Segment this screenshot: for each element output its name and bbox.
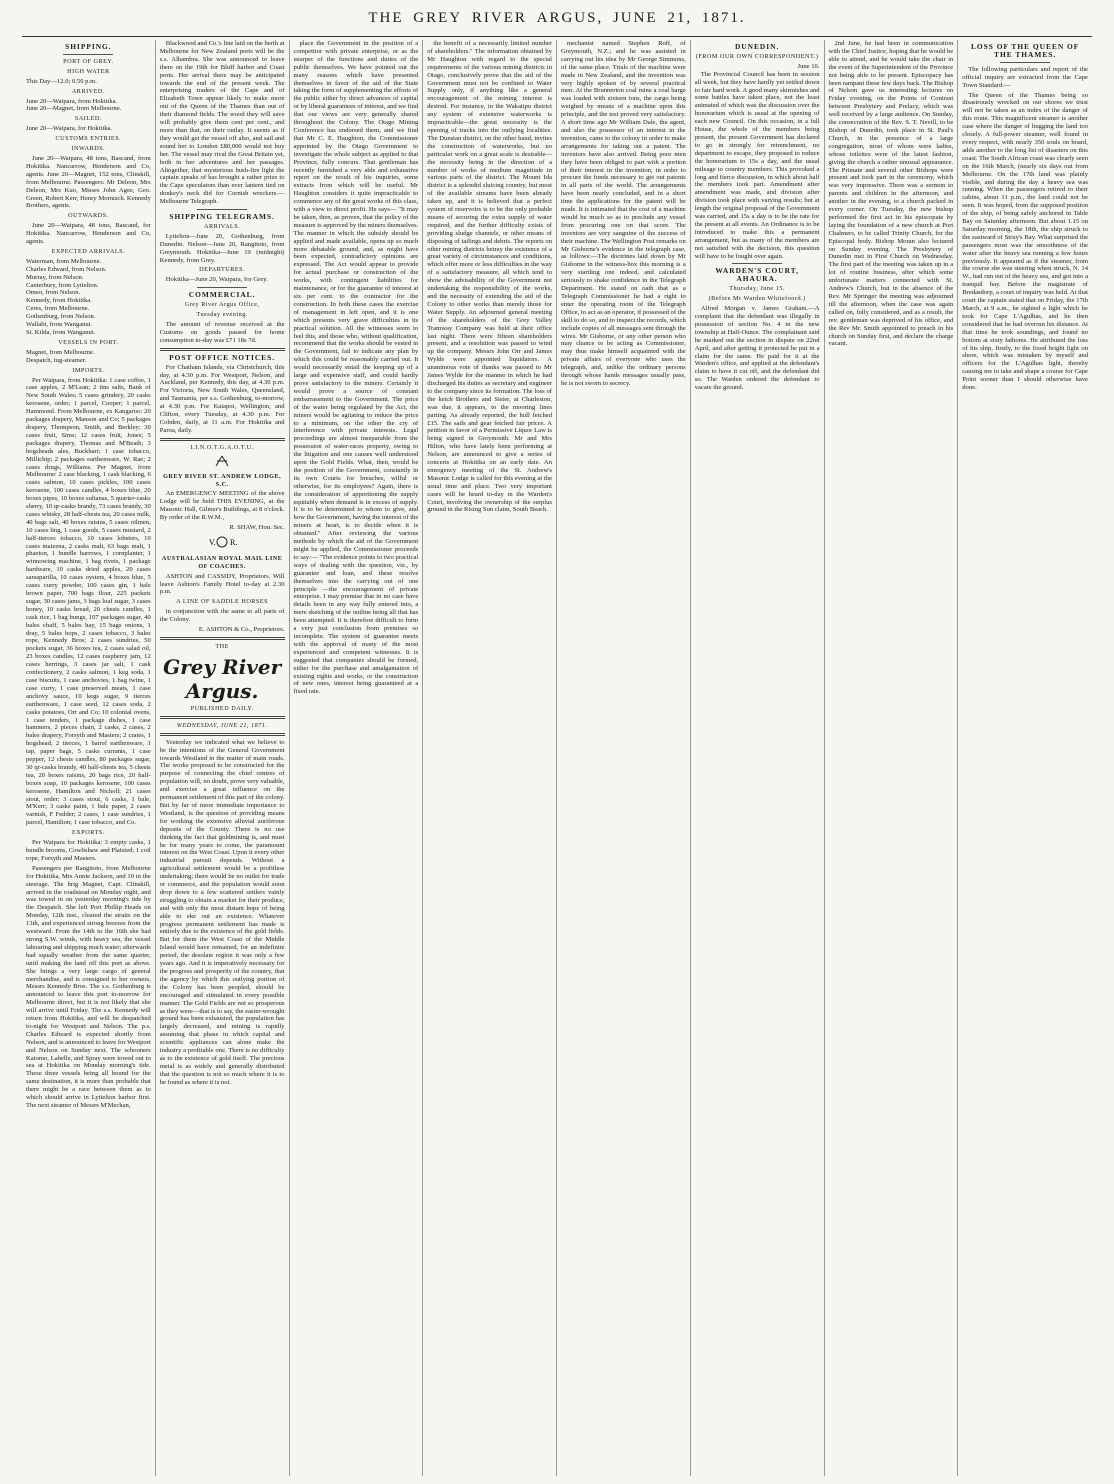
expected-item: Canterbury, from Lyttelton. [26, 281, 99, 289]
masthead-word: THE [368, 10, 404, 26]
dunedin-heading: DUNEDIN. [734, 42, 780, 51]
divider [197, 209, 247, 210]
loss-heading: LOSS OF THE QUEEN OF THE THAMES. [970, 42, 1080, 59]
masthead-word: 1871. [701, 10, 746, 26]
editorial-text: Yesterday we indicated what we believe to be the intentions of the General Government towards Westland in the matter of main roads. The works proposed to be constructed for the purpose of connecting the chief centres of population will, no doubt, prove very valuable, and exercise a great influence on the permanent settlement of this part of the colony. But by far of more immediate importance to Westland, is the question of providing means for working the extensive alluvial auriferous deposits of the County. There is no use thinking the fact that goldmining is, and must be for many years to come, the paramount interest on the West Coast. Upon it every other industrial pursuit depends. Without a agricultural settlement would be a profitless undertaking; there would be no outlet for trade or commerce, and the population would soon drop down to a few scattered settlers vainly struggling to obtain a market for their produce, and with only the most distant hope of being able to eke out an existence. Whatever progress permanent settlement has made is entirely due to the existence of the gold fields. But for them the West Coast of the Middle Island would have remained, for an indefinite period, the desolate region it was only a few years ago. And it is imperatively necessary for the progress and prosperity of the country, that the agency by which this outlying portion of the Colony has been peopled, should be encouraged and stimulated in every possible manner. The Gold Fields are not so prosperous as they were—that is to say, the easier-wrought ground has been exhausted, the population has largely decreased, and mining is rapidly assuming that phase in which capital and scientific appliances can alone make the industry a profitable one. There is no difficulty as to the existence of gold itself. The precious metal is as widely and generally distributed that the question is not so much where it is to be found as where it is not. [159, 738, 285, 1086]
paper-title: Grey River Argus. [163, 654, 282, 703]
dunedin-continued: 2nd June, he had been in communication with the Chief Justice, hoping that he would be able to attend, and he would take the chair in the event of the Superintendent of the Province not being able to be present. Episcopacy has been rampant these few days back. The Bishop of Nelson gave us interesting lectures on Friday evening, on the Points of Contrast between Presbytery and Prelacy, which was well received by a large audience. On Sunday, the consecration of the Rev. S. T. Nevill, to be Bishop of Dunedin, took place in St. Paul's Church, in the presence of a large congregation, most of whom were ladies, whose toilettes were of the latest fashion, giving the church a rather unusual appearance. The Primate and several other Bishops were present and took part in the ceremony, which was very impressive. There was a sermon to parents and children in the afternoon, and another in the evening, to a church packed in every corner. On Tuesday, the new bishop performed the first act in his episcopate by laying the foundation of a new church at Port Chalmers, to be called Trinity Church, for the Episcopal body. Bishop Moran also lectured on Sunday evening. The Presbytery of Dunedin met in First Church on Wednesday. The first part of the meeting was taken up in a lot of routine business, after which some unfortunate matters connected with St. Andrew's Church, but in the absence of the Rev. Mr Springer the meeting was adjourned till the afternoon, when the case was again called on, fully considered, and as a result, the rev. gentleman was deprived of his office, and the Rev Mr. Smith appointed to preach in his church on Sunday first, and declare the charge vacant. [828, 40, 954, 348]
divider [1000, 62, 1050, 63]
expected-item: Murray, from Nelson. [26, 273, 84, 281]
telegrams-heading: SHIPPING TELEGRAMS. [169, 212, 275, 222]
column-1 [22, 40, 156, 1476]
sailed-item: June 20—Waipara, for Hokitika. [26, 125, 113, 133]
masthead [0, 0, 1114, 36]
inwards-text: June 20—Waipara, 48 tons, Bascand, from Hokitika. Nancarrow, Henderson and Co, agents. June 20—Magnet, 152 tons, Clinskill, from Melbourne. Passengers: Mr Deleon, Mrs Deleon, Mrs Kuo, Misses John Agee, Geo. Green, Robert Kerr, Henry Mornisch. Kennedy Brothers, agents. [26, 154, 151, 210]
masthead-word: RIVER [471, 10, 527, 26]
divider [63, 54, 113, 55]
dunedin-text: The Provincial Council has been in session all week, but they have hardly yet settled down to fair hard work. A good many skirmishes and some battles have taken place, not the least animated of which was the discussion over the honorarium which is usual at the opening of each new Council. On this occasion, in a full House, the whole of the members being present, the present Government has declared to go in strongly for retrenchment, no department to escape, they proposed to reduce the honorarium to 15s a day, and the usual mileage to country members. This provoked a long and fierce discussion, in which about half the members took part. Amendment after amendment was made, and division after division took place with varying results; but at length the original proposal of the Government was carried, and 15s a day is to be the rate for the present at all events. An Ordinance is to be introduced to make this a permanent arrangement, but as many of the members are not satisfied with the decision, this question will have to be fought over again. [694, 70, 820, 260]
high-water: This Day—12.0; 0.50 p.m. [26, 77, 97, 85]
masthead-word: 21, [667, 10, 693, 26]
saddle-signature: E. ASHTON & Co., Proprietors. [198, 626, 285, 634]
arrivals-label: ARRIVALS. [204, 222, 241, 230]
commercial-text: The amount of revenue received at the Customs on goods passed for home consumption to-day was £71 18s 7d. [159, 321, 285, 344]
warden-heading: WARDEN'S COURT, AHAURA. [715, 266, 799, 284]
column-3 [290, 40, 424, 1476]
masthead-word: JUNE [612, 10, 658, 26]
shipping-continued: Blackwood and Co.'s line laid on the berth at Melbourne for New Zealand ports will be the s.s. Alhambra. She was announced to leave there on the 19th for Bluff harbor and Coast ports. Her arrival there may be anticipated towards the end of the present week. The enterprising traders of the Cape and of Elizabeth Town appear likely to make more out of the Queen of the Thames than out of their diamond fields. The wood they will save will probably give them cent per cent., and more than that, on their outlay. It seems as if they would get the vessel off also, and sail and sound her to London £80,000 would not buy her. The vessel may rival the Great Britain yet, both in her adventures and her passages. Altogether, that mysterious bush-fire light the captain speaks of has brought a rather prize to the Cape speculators than ever lantern tied on donkey's neck did for Cornish wreckers.—Melbourne Telegraph. [159, 40, 285, 206]
arrived-item: June 20—Waipara, from Hokitika. [26, 97, 118, 105]
shipping-news: Passengers per Rangitoto, from Melbourne for Hokitika, Mrs Annie Jackson, and 10 in the steerage. The brig Magnet, Capt. Clinskill, arrived in the roadstead on Monday night, and was towed in on yesterday morning's tide by the Despatch. She left Port Phillip Heads on Monday, 12th inst., cleared the straits on the 13th, and experienced strong breezes from the westward. From the 14th to the 16th she had strong S.W. winds, with heavy sea, the vessel labouring and shipping much water; afterwards had squally weather from the same quarter, until making the land off this port as above. She brings a very large cargo of general merchandise, and is consigned to her owners, Messrs Kennedy Bros. The s.s. Gothenburg is announced to leave this port to-morrow for Melbourne direct, but it is not likely that she will arrive until Friday. The s.s. Kennedy will return from Hokitika, and will be despatched to-night for Westport and Nelson. The p.s. Charles Edward is expected shortly from Nelson, and is announced to leave for Westport and Nelson on Sunday next. The schooners Kaiomo, Labelle, and Spray were towed out to sea at Hokitika on Monday morning's tide. These three vessels being all bound for the same destination, it is more than probable that there might be a race between them as to which should arrive in Lyttelton harbor first. The next steamer of Messrs M'Meckan, [26, 864, 151, 1109]
svg-text:V.: V. [209, 537, 216, 547]
divider [160, 637, 285, 640]
iogt-label: I.I.N.O.T.G.A.O.T.U. [190, 443, 254, 451]
svg-text:R.: R. [230, 537, 238, 547]
column-4 [423, 40, 557, 1476]
post-heading: POST OFFICE NOTICES. [169, 352, 276, 362]
divider [732, 263, 782, 264]
expected-item: Gothenburg, from Nelson. [26, 313, 96, 321]
in-port-item: Despatch, tug-steamer. [26, 356, 87, 364]
lodge-text: An EMERGENCY MEETING of the above Lodge will be held THIS EVENING, at the Masonic Hall, Gilmer's Buildings, at 8 o'clock. By order of the R.W.M., [159, 490, 285, 522]
in-port-label: VESSELS IN PORT. [58, 338, 119, 346]
loss-text: The Queen of the Thames being so disastrously wrecked on our shores we trust will not be taken as an index of the danger of this route. This magnificent steamer is another case where the danger of hugging the land too closely. A full-power steamer, well found in every respect, with nearly 350 souls on board, adds another to the long list of disasters on this coast. The South African coast was clearly seen on the 16th March, (nearly six days out from Melbourne. On the 17th land was plainly visible, and during the day a heavy sea was running. When the passengers retired to their cabins, about 11 p.m., the land could not be seen. It was hoped, from the supposed position of the ship, of being safely anchored in Table Bay on Saturday afternoon. But about 1.15 on Saturday morning, the 18th, the ship struck to the eastward of Struy's Bay. What surprised the passengers most was the smoothness of the water after the heavy sea running a few hours previously. It appeared as if the steamer, from the course she was steering when struck, N. 14 W., had run out of the heavy sea, and got into a tranquil bay. Before the magistrate of Bredasdorp, a court of inquiry was held. At that court the captain stated that on Friday, the 17th March, at 9 a.m., he sighted a light which he took for Cape L'Agulhas, and he then considered that he had overrun his distance. At that time he took soundings, and found no bottom at sixty fathoms. He attributed the loss of his ship, firstly, to the fixed bright light on shore, which was mistaken by myself and officers for the L'Agulhas light, thereby causing me to take and shape a course for Cape Point sooner than I should otherwise have done. [962, 91, 1088, 392]
saddle-title: A LINE OF SADDLE HORSES [176, 598, 269, 606]
published-daily: PUBLISHED DAILY. [190, 704, 254, 712]
masthead-word: ARGUS, [536, 10, 604, 26]
warden-date: Thursday, June 15. [729, 285, 785, 293]
column-8 [958, 40, 1092, 1476]
imports-label: IMPORTS. [72, 366, 105, 374]
high-water-label: HIGH WATER [67, 67, 110, 75]
exports-label: EXPORTS. [72, 829, 105, 837]
port-heading: PORT OF GREY. [63, 57, 114, 65]
the-label: THE [215, 643, 229, 650]
divider [160, 438, 285, 441]
expected-label: EXPECTED ARRIVALS. [51, 247, 126, 255]
arrived-item: June 20—Magnet, from Melbourne. [26, 105, 122, 113]
departures-text: Hokitika—June 20, Waipara, for Grey. [165, 276, 268, 284]
expected-item: Wallabi, from Wanganui. [26, 321, 93, 329]
expected-item: Kennedy, from Hokitika. [26, 297, 92, 305]
outwards-label: OUTWARDS. [68, 212, 109, 220]
expected-item: Charles Edward, from Nelson. [26, 265, 107, 273]
column-7 [825, 40, 959, 1476]
dunedin-date: June 10. [797, 62, 820, 70]
dunedin-subheading: (FROM OUR OWN CORRESPONDENT.) [695, 52, 819, 60]
warden-text: Alfred Morgan v. James Graham.—A complaint that the defendant was illegally in possession of section No. 4 in the new township at Half-Ounce. The complainant said he marked out the section in dispute on 22nd April, and after getting it protected he put in a claim for the same. He paid for it at the Warden's office, and applied at the defendant's claim to have it cut off, and the defendant did so. The Warden ordered the defendant to vacate the ground. [694, 305, 820, 392]
royal-arms-icon [160, 535, 285, 552]
commercial-date: Tuesday evening. [196, 311, 248, 319]
expected-item: Ceres, from Melbourne. [26, 305, 90, 313]
column-6 [691, 40, 825, 1476]
sailed-label: SAILED. [74, 115, 102, 123]
news-items-continued: mechanist named Stephen Roff, of Greymouth, N.Z.; and he was assisted in carrying out his idea by Mr George Simmons, of the same place. Trials of the machine were made in New Zealand, and the invention was very highly spoken of by several practical men. At the Brunnerton coal mine a coal barge was loaded with sixteen tons, the cargo being weighed by means of a machine upon this principle, and the test proved very satisfactory. A short time ago Mr William Dale, the agent, and also the possessor of an interest in the invention, came to the colony in order to make arrangements for taking out a patent. The inventors have also arrived. Being poor men they have been obliged to part with a portion of their interest in the invention, in order to procure the funds necessary to get out patents in all parts of the world. The arrangements have been nearly concluded, and in a short time the applications for the patent will be made. It is intimated that the cost of a machine would be much so as to preclude any vessel from procuring one on that score. The inventors are very sanguine of the success of their machine. The Wellington Post remarks on Mr Gisborne's evidence in the telegraph case, as follows:—The doctrines laid down by Mr Gisborne in the witness-box this morning is a very startling one indeed, and calculated seriously to shake confidence in the Telegraph Department. He stated on oath that as a Telegraph Commissioner he had a right to enter the operating room of the Telegraph Office, to act as an operator, if possessed of the skill to do so, and to inspect the records, which include copies of all messages sent through the wires. Mr Gisborne, or any other person who may chance to be acting as Commissioner, may thus make himself acquainted with the private affairs of everyone who uses the telegraph, and, unlike the ordinary persons through whose hands messages usually pass, he is not sworn to secrecy. [561, 40, 686, 387]
columns [22, 40, 1092, 1476]
inwards-label: INWARDS. [71, 145, 106, 153]
lodge-title: GREY RIVER ST. ANDREW LODGE, S.C. [163, 472, 282, 488]
commercial-office: Grey River Argus Office, [184, 301, 260, 309]
divider [160, 716, 285, 719]
editorial-continued: place the Government in the position of a competitor with private enterprise, or as the usurper of the functions and duties of the public themselves. We have pointed out the many reasons which have presented themselves in favor of the aid of the State taking the form of supplementing the efforts of the public either by direct advances of capital or by liberal guarantees of interest, and we find that our views are very generally shared throughout the Colony. The Otago Mining Conference has endorsed them, and we find that Mr C. E. Haughton, the Commissioner appointed by the Otago Government to investigate the whole subject as applied to that Province, fully concurs. That gentleman has recently furnished a very able and exhaustive report on the result of his inquiries, some extracts from which will be useful. Mr Haughton considers it quite impracticable to commence any of the great works of this class, with a view to direct profit. He says— "It may be taken, then, as proven, that the policy of the measure is approved by the miners themselves. The manner in which the subsidy should be applied and made available, opens up so much more debatable ground, and, as might have been expected, contradictory opinions are expressed. The Act would appear to provide for actual purchase or construction of the works, with contingent liabilities for maintenance, or for the guarantee of interest at six per cent. to the contractor for the construction. In both these cases the exercise of management in left open, and it is one which presents very grave difficulties in its practical solution. All the witnesses seem to feel this, and those who, without qualification, recommend that the works should be vested in the Government, fail to indicate any plan by which this could be reasonably carried out. It would necessarily entail the keeping up of a large and expensive staff, and could hardly prove satisfactory to the miners. Certainly it would prove a source of constant embarrassment to the Government. The price of the water being regulated by the Act, the miners would be agitating to reduce the price to a minimum, on the other the cry of interference with private interests. Legal proceedings are almost inseparable from the possession of water-races property, owing to the litigation and one causes well understood upon the Gold Fields. What, then, would be the position of the Government, constantly in its own Courts for breaches, wilful or otherwise, for its employees? Again, there is the consideration of apportioning the supply equitably when demand is in excess of supply. It is to be determined to whom to give, and how the Government, having the interest of the miners at heart, is to decide when it is obtained." After reviewing the various methods by which the aid of the Government might be applied, the Commissioner proceeds to say:— "The evidence points to two practical ways of dealing with the question, viz., by guarantee and loan, and these resolve themselves into the carrying out of one principle —the encouragement of private enterprise. I may premise that in no case have details been in any way fully entered into, a mere sketching of the outline being all that has been attempted. It is therefore difficult to form a very just conclusion from premises so incomplete. The system of guarantee meets with the approval of many of the most experienced and competent witnesses. It is suggested that companies should be formed, either for the purchase and amalgamation of existing rights and works, or the construction of new ones, interest being guaranteed at a fixed rate. [293, 40, 419, 696]
loss-intro: The following particulars and report of the official inquiry are extracted from the Cape Town Standard:— [962, 65, 1088, 89]
masthead-word: GREY [413, 10, 463, 26]
expected-item: Omeo, from Nelson. [26, 289, 81, 297]
saddle-text: in conjunction with the same to all parts of the Colony. [159, 608, 285, 624]
commercial-heading: COMMERCIAL. [188, 290, 256, 300]
exports-text: Per Waipara for Hokitika: 3 empty casks, 1 bundle brooms, Cowlishaw and Plaisted; 1 coil rope, Forsyth and Masters. [26, 839, 151, 862]
divider [197, 287, 247, 288]
shipping-heading: SHIPPING. [65, 42, 112, 51]
in-port-item: Magnet, from Melbourne. [26, 348, 95, 356]
arrivals-text: Lyttelton—June 20, Gothenburg, from Dunedin. Nelson—June 20, Rangitoto, from Greymouth. Hokitika—June 19 (midnight) Kennedy, from Grey. [159, 232, 285, 264]
departures-label: DEPARTURES. [199, 266, 246, 274]
lodge-signature: R. SHAW, Hon. Sec. [229, 524, 285, 532]
expected-item: St. Kilda, from Wanganui. [26, 329, 96, 336]
royal-mail-text: ASHTON and CASSIDY, Proprietors. Will leave Ashton's Family Hotel to-day at 2.30 p.m. [159, 572, 285, 596]
post-text: For Chatham Islands, via Christchurch, this day, at 4.30 p.m. For Westport, Nelson, and Auckland, per Kennedy, this day, at 4.30 p.m. For Victoria, New South Wales, Queensland, and Tasmania, per s.s. Gothenburg, to-morrow, at 4.30 p.m. For Kaiapoi, Wellington, and Clifton, every Tuesday, at 4.30 p.m. For Cobden, daily, at 11 a.m. For Hokitika and Paroa, daily. [159, 363, 285, 434]
customs-heading: CUSTOMS ENTRIES. [55, 135, 122, 143]
warden-before: (Before Mr Warden Whitefoord.) [708, 295, 806, 303]
divider [160, 733, 285, 736]
expected-item: Waterman, from Melbourne. [26, 257, 102, 265]
royal-mail-title: AUSTRALASIAN ROYAL MAIL LINE OF COACHES. [161, 554, 283, 570]
arrived-label: ARRIVED. [71, 87, 105, 95]
divider [160, 348, 285, 351]
imports-text: Per Waipara, from Hokitika: 1 case coffee, 1 case apples, 2 M'Lean; 2 tins salts, Bank of New South Wales; 5 cases grindery, 20 casks kerosene, order; 1 parcel, Cooper; 1 parcel, Hammond. From Melbourne, ex Kangaroo: 20 packages drapery, Manson and Co; 5 packages drapery, Thompson, Smith, and Berkley; 30 cases fruit, Sims; 12 cases fruit, Jones; 5 packages drapery, Thomas and M'Beath; 3 hogsheads ales, Buckhart; 1 case tobacco, Millichip; 2 packages earthenware, W. Rae; 2 cases drugs, Williams. Per Magnet, from Melbourne: 2 case blacking, 1 cask blacking, 6 cases salmon, 10 cases pickles, 100 cases kerosene, 100 cases candles, 4 boxes blue, 20 boxes pipes, 10 boxes sultanas, 5 quarter-casks sherry, 10 qr-casks brandy, 73 cases brandy, 30 cases whisky, 28 half-chests tea, 20 cases milk, 40 bags salt, 40 boxes raisins, 5 cases oilmen, 10 cases ling, 1 case goods, 5 cases mustard, 2 half-tierces tobacco, 10 cases lobsters, 10 cases maizena, 2 casks malt, 63 bags malt, 1 phaeton, 1 bundle harrows, 1 cornplanter, 1 winnowing machine, 1 bag rivets, 1 package hardware, 10 casks dried apples, 20 cases sarsaparilla, 10 cases oysters, 4 boxes blue, 5 cases curry powder, 100 cases gin, 1 bale brown paper, 700 bags flour, 225 packets sugar, 30 cases jams, 3 bags loaf sugar, 3 cases honey, 10 casks bread, 20 chests candles, 1 cask rice, 1 bag bungs, 107 packages sugar, 40 bales chaff, 5 bales hay, 15 bags onions, 1 dray, 5 bales hops, 2 cases tobacco, 3 bales rope, Kennedy Bros; 2 cases sundries, 50 pockets sugar, 36 boxes tea, 2 cases salad oil, 23 boxes candles, 12 cases raspberry jam, 12 cases herrings, 3 cases jar salt, 1 cask confectionery, 2 casks salmon, 1 keg soda, 1 case biscuits, 1 case anchovies, 1 bag twine, 1 case curry, 1 case preserved meats, 1 case anchovy sauce, 10 kegs sugar, 9 tierces earthenware, 1 case seed, 12 cases soda, 2 casks potatoes, Orr and Co; 10 colonial ovens, 1 case tenders, 1 package dishes, 1 case hammers, 2 pieces chain, 2 casks, 2 cases, 2 bales drapery, Forsyth and Masters; 2 crates, 1 hogshead, 2 tierces, 1 barrel earthenware, 1 tap, paper bags, 5 casks currants, 1 case pepper, 12 chests candles, 80 packages sugar, 30 qr-casks brandy, 40 half-chests tea, 5 chests tea, 20 boxes raisins, 20 bags rice, 20 half-boxes soap, 10 packages kerosene, 100 cases kerosene, Hamilton and Nicholl; 21 cases stout, order; 3 cases stout, 6 casks, 1 bale, M'Kerr; 3 casks paint, 1 bale paper, 2 cases varnish, F Fedder; 2 cases, 1 case sundries, 1 parcel, Hamilton; 1 case tobacco, and Co. [26, 376, 151, 827]
column-2 [156, 40, 290, 1476]
masonic-emblem-icon [160, 455, 285, 470]
news-items: the benefit of a necessarily limited number of shareholders." The information obtained by Mr Haughton with regard to the special requirements of the various mining districts in Otago, conclusively prove that the aid of the Government must not be confined to Water Supply only, if anything like a general encouragement of the mining interest is desired. For instance, in the Wakatipu district any system of extensive waterworks is impracticable—the great necessity is the opening of tracks into the outlying localities. The Dunstan district, on the other hand, invites the construction of waterworks, but no particular work on a great scale is desirable—the necessity being in the direction of a number of works of medium magnitude in various parts of the district. The Mount Ida district is a splendid sluicing country, but most of the available streams have been already taken up, and it is believed that a perfect system of reservoirs is to be the only probable means of securing the extra supply of water required, and the further difficulty exists of providing sludge channels, or other means of disposing of tailings and debris. The reports on other mining districts betray the existence of a great variety of circumstances and conditions, which offer more or less difficulties in the way of a satisfactory measure, all which tend to show the advisability of the Government not undertaking the responsibility of the works, and the necessity of extending the aid of the Colony to other works than merely those for Water Supply. An adjourned general meeting of the shareholders of the Grey Valley Tramway Company was held at their office last night. There were fifteen shareholders present, and a resolution was passed to wind up the company. Messrs John Orr and James Wylde were appointed liquidators. A unanimous vote of thanks was passed to Mr James Wylde for the manner in which he had discharged his duties as secretary and engineer to the company since its formation. The loss of the ketch Brothers and Sister, at Charleston, was due, it appears, to the mooring lines parting. As already reported, the hull fetched £15. The sails and gear fetched fair prices. A petition in favor of a Permissive Liquor Law is being signed in Greymouth. Mr and Mrs Hilton, who have lately been performing at Nelson, are announced to give a series of concerts at Hokitika on an early date. An emergency meeting of the St. Andrew's Masonic Lodge is called for this evening at the usual time and place. Two very important cases will be heard to-day in the Warden's Court, involving the ownership of the surplus ground in the Rising Sun claim, South Beach. [427, 40, 552, 514]
outwards-text: June 20—Waipara, 48 tons, Bascand, for Hokitika. Nancarrow, Henderson and Co, agents. [26, 222, 151, 246]
column-5 [557, 40, 691, 1476]
masthead-rule [22, 36, 1092, 37]
issue-date: WEDNESDAY, JUNE 21, 1871. [176, 721, 268, 729]
